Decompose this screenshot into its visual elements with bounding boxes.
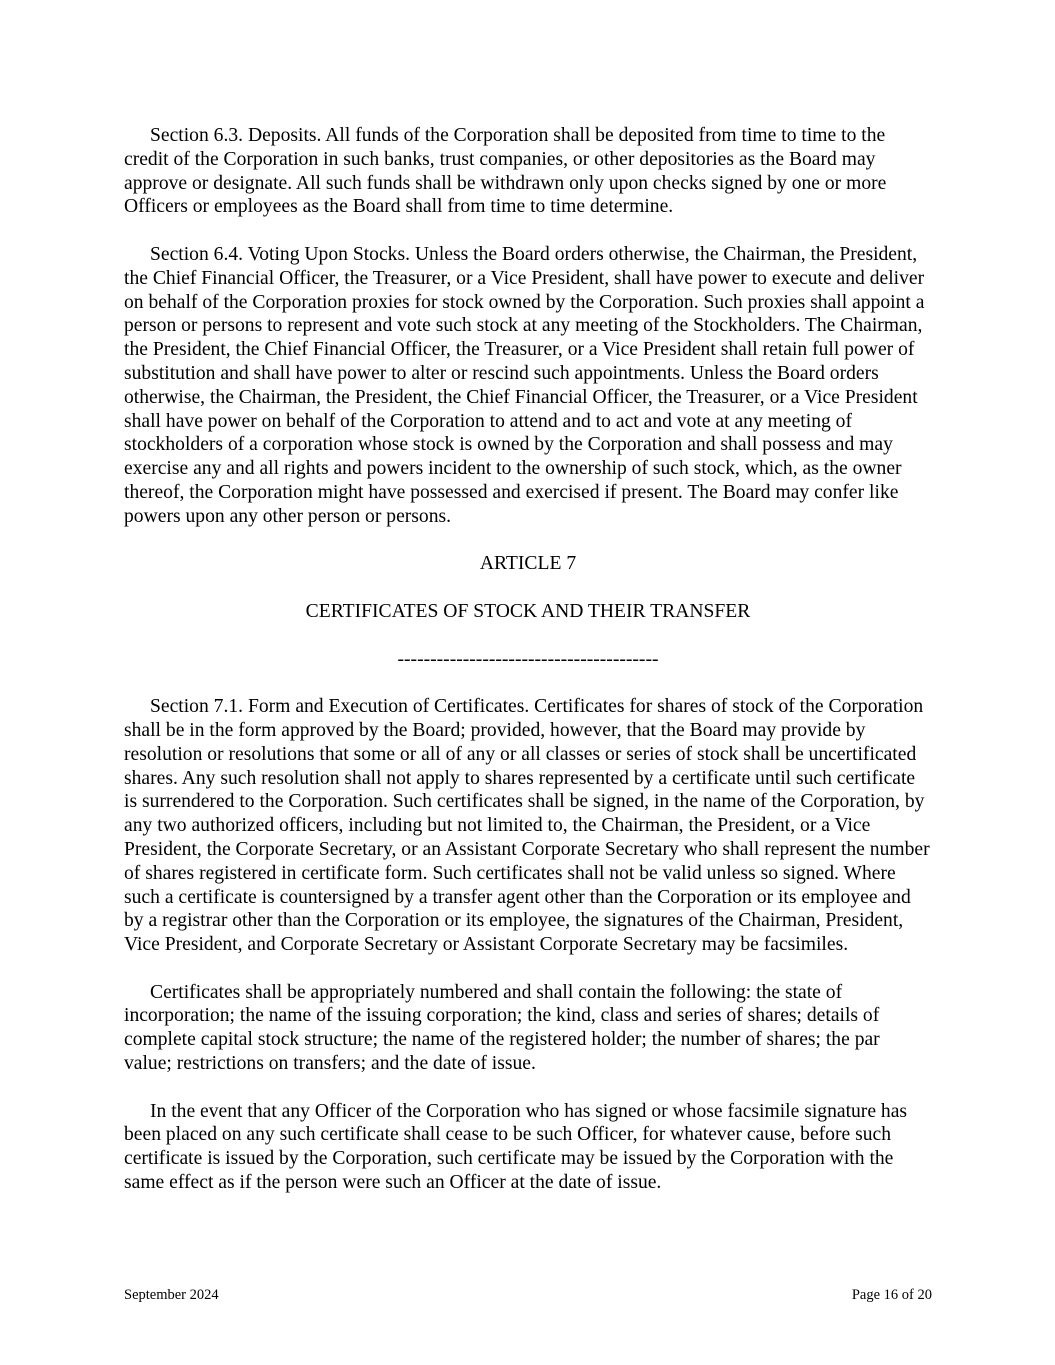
- article-title: CERTIFICATES OF STOCK AND THEIR TRANSFER: [305, 600, 751, 622]
- section-6-4-paragraph: Section 6.4. Voting Upon Stocks. Unless the Board orders otherwise, the Chairman, the President, the Chief Financial Officer, the Treasurer, or a Vice President, shall have power to execute and deliver on behalf of the Corporation proxies for stock owned by the Corporation. Such proxies shall appoint a person or persons to represent and vote such stock at any meeting of the Stockholders. The Chairman, the President, the Chief Financial Officer, the Treasurer, or a Vice President shall retain full power of substitution and shall have power to alter or rescind such appointments. Unless the Board orders otherwise, the Chairman, the President, the Chief Financial Officer, the Treasurer, or a Vice President shall have power on behalf of the Corporation to attend and to act and vote at any meeting of stockholders of a corporation whose stock is owned by the Corporation and shall possess and may exercise any and all rights and powers incident to the ownership of such stock, which, as the owner thereof, the Corporation might have possessed and exercised if present. The Board may confer like powers upon any other person or persons.: [124, 243, 925, 527]
- article-number: ARTICLE 7: [479, 553, 577, 575]
- officer-cessation-paragraph: In the event that any Officer of the Corporation who has signed or whose facsimile signature has been placed on any such certificate shall cease to be such Officer, for whatever cause, before such certificate is issued by the Corporation, such certificate may be issued by the Corporation with the same effect as if the person were such an Officer at the date of issue.: [124, 1100, 908, 1194]
- certificate-contents-paragraph: Certificates shall be appropriately numbered and shall contain the following: the state of incorporation; the name of the issuing corporation; the kind, class and series of shares; details of complete capital stock structure; the name of the registered holder; the number of shares; the par value; restrictions on transfers; and the date of issue.: [124, 981, 880, 1075]
- footer-date: September 2024: [124, 1287, 219, 1303]
- section-7-1-paragraph: Section 7.1. Form and Execution of Certificates. Certificates for shares of stock of the Corporation shall be in the form approved by the Board; provided, however, that the Board may provide by resolution or resolutions that some or all of any or all classes or series of stock shall be uncertificated shares. Any such resolution shall not apply to shares represented by a certificate until such certificate is surrendered to the Corporation. Such certificates shall be signed, in the name of the Corporation, by any two authorized officers, including but not limited to, the Chairman, the President, or a Vice President, the Corporate Secretary, or an Assistant Corporate Secretary who shall represent the number of shares registered in certificate form. Such certificates shall not be valid unless so signed. Where such a certificate is countersigned by a transfer agent other than the Corporation or its employee and by a registrar other than the Corporation or its employee, the signatures of the Chairman, President, Vice President, and Corporate Secretary or Assistant Corporate Secretary may be facsimiles.: [124, 696, 930, 956]
- footer-page-number: Page 16 of 20: [851, 1287, 932, 1303]
- section-6-3-paragraph: Section 6.3. Deposits. All funds of the Corporation shall be deposited from time to time to the credit of the Corporation in such banks, trust companies, or other depositories as the Board may approve or designate. All such funds shall be withdrawn only upon checks signed by one or more Officers or employees as the Board shall from time to time determine.: [124, 125, 887, 218]
- document-body: [124, 124, 932, 1219]
- section-separator: ----------------------------------------: [397, 648, 659, 670]
